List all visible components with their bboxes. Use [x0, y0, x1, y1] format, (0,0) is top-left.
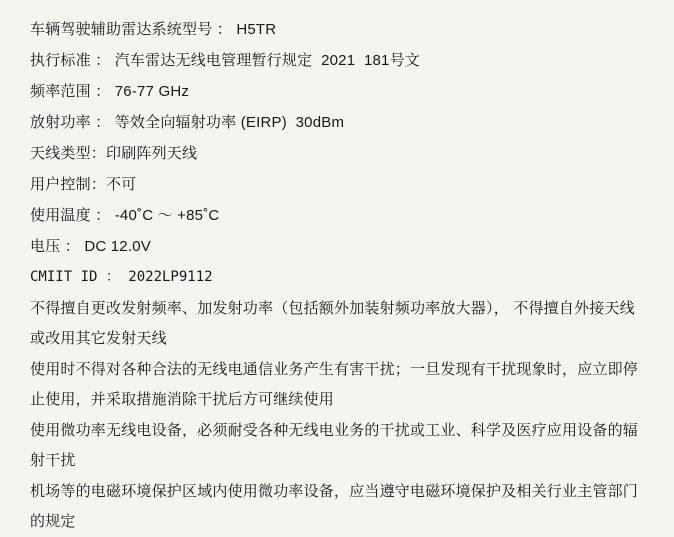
spec-radiated-power: 放射功率 ： 等效全向辐射功率 (EIRP) 30dBm	[30, 114, 345, 131]
notice-interference: 使用时不得对各种合法的无线电通信业务产生有害干扰；一旦发现有干扰现象时，应立即停止使用，并采取措施消除干扰后方可继续使用	[30, 361, 639, 408]
spec-voltage: 电压 ： DC 12.0V	[30, 238, 151, 255]
spec-user-control: 用户控制：不可	[30, 176, 137, 193]
spec-operating-temperature: 使用温度 ： -40˚C ～ +85˚C	[30, 207, 220, 224]
spec-standard: 执行标准 ： 汽车雷达无线电管理暂行规定 2021 181号文	[30, 52, 421, 69]
spec-antenna-type: 天线类型：印刷阵列天线	[30, 145, 198, 162]
notice-low-power: 使用微功率无线电设备，必须耐受各种无线电业务的干扰或工业、科学及医疗应用设备的辐射干扰	[30, 422, 639, 469]
notice-airport: 机场等的电磁环境保护区域内使用微功率设备，应当遵守电磁环境保护及相关行业主管部门的规定	[30, 483, 639, 530]
spec-cmiit-id: CMIIT ID ： 2022LP9112	[30, 269, 213, 285]
spec-model: 车辆驾驶辅助雷达系统型号 ： H5TR	[30, 21, 277, 38]
notice-modification: 不得擅自更改发射频率、加发射功率（包括额外加装射频功率放大器）， 不得擅自外接天线或改用其它发射天线	[30, 300, 635, 347]
spec-frequency-range: 频率范围 ： 76-77 GHz	[30, 83, 190, 100]
